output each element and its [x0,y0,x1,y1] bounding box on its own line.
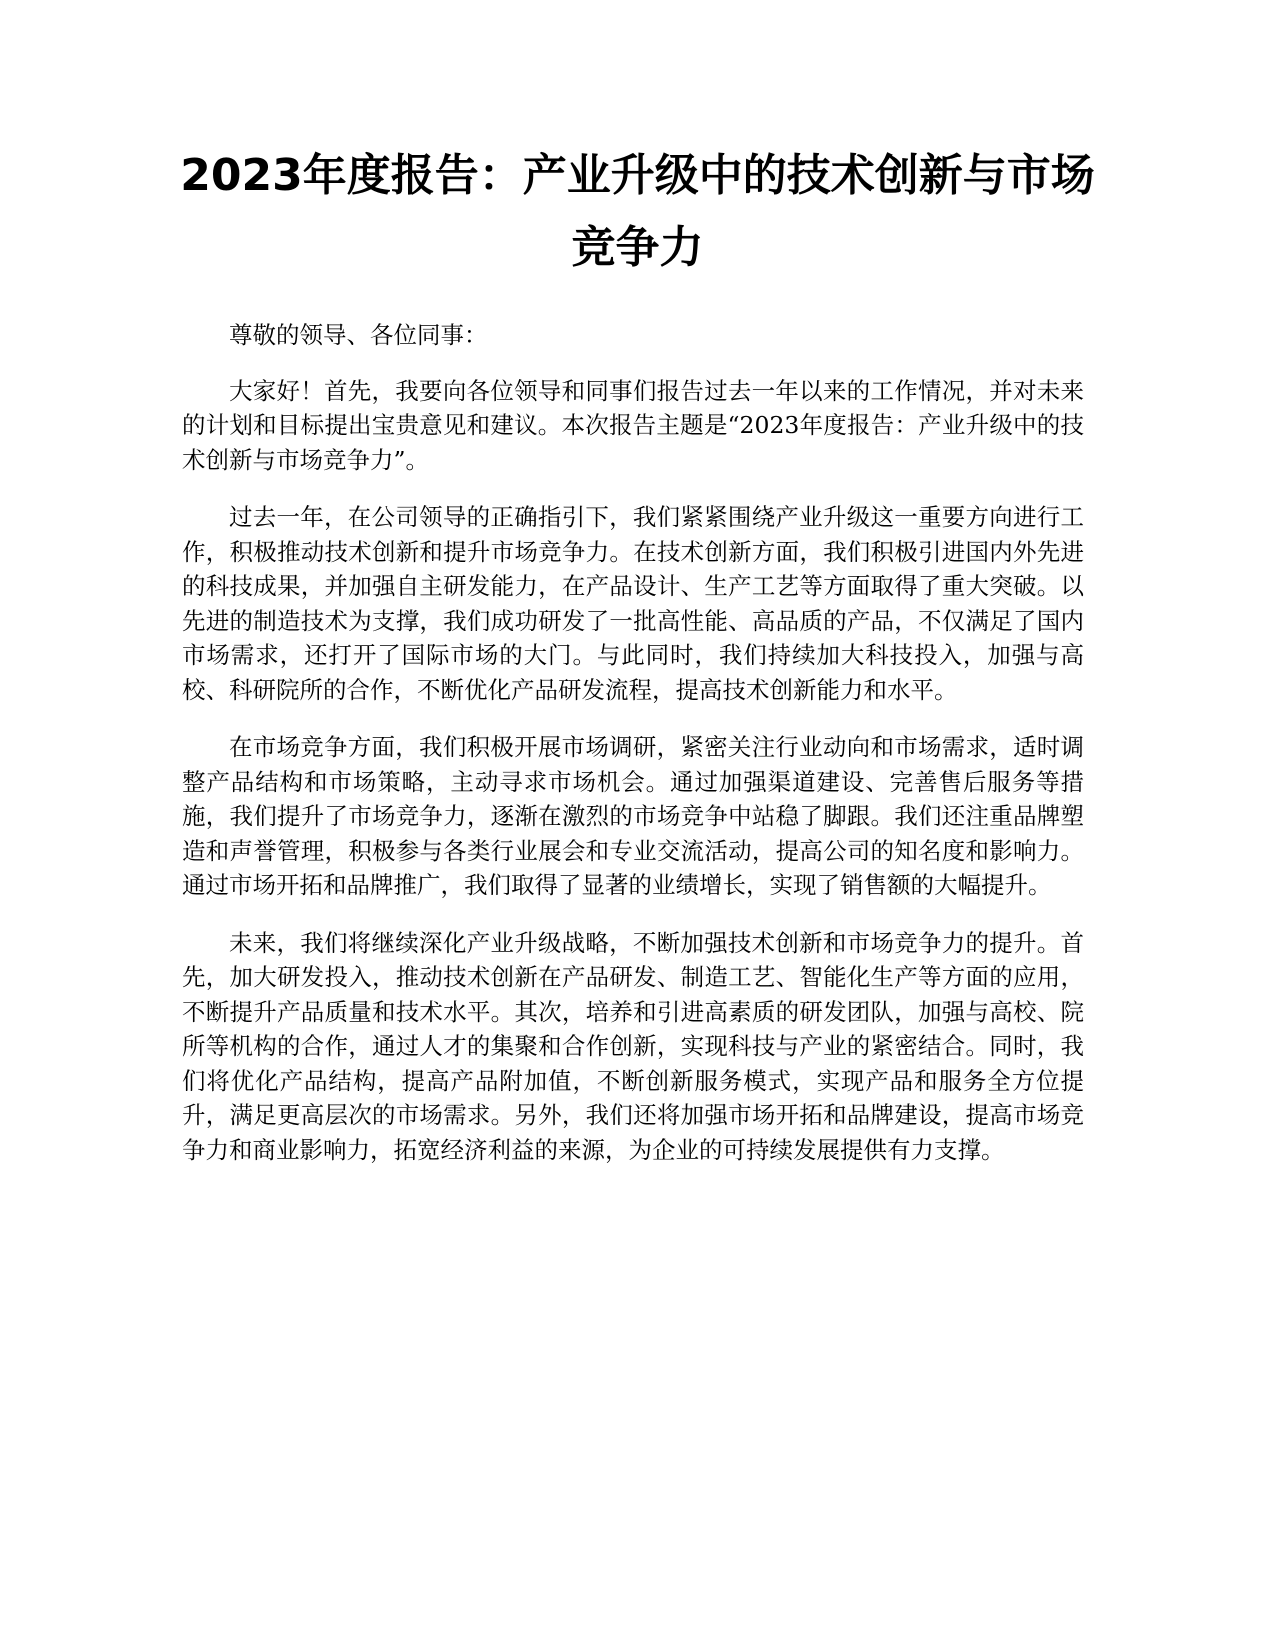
paragraph-market-competition: 在市场竞争方面，我们积极开展市场调研，紧密关注行业动向和市场需求，适时调整产品结构和市场策略，主动寻求市场机会。通过加强渠道建设、完善售后服务等措施，我们提升了市场竞争力，逐渐在激烈的市场竞争中站稳了脚跟。我们还注重品牌塑造和声誉管理，积极参与各类行业展会和专业交流活动，提高公司的知名度和影响力。通过市场开拓和品牌推广，我们取得了显著的业绩增长，实现了销售额的大幅提升。 [182,733,1084,899]
document-body [182,318,1084,1190]
paragraph-future-plan: 未来，我们将继续深化产业升级战略，不断加强技术创新和市场竞争力的提升。首先，加大研发投入，推动技术创新在产品研发、制造工艺、智能化生产等方面的应用，不断提升产品质量和技术水平。其次，培养和引进高素质的研发团队，加强与高校、院所等机构的合作，通过人才的集聚和合作创新，实现科技与产业的紧密结合。同时，我们将优化产品结构，提高产品附加值，不断创新服务模式，实现产品和服务全方位提升，满足更高层次的市场需求。另外，我们还将加强市场开拓和品牌建设，提高市场竞争力和商业影响力，拓宽经济利益的来源，为企业的可持续发展提供有力支撑。 [182,928,1084,1164]
salutation: 尊敬的领导、各位同事： [229,321,488,349]
paragraph-technology-innovation: 过去一年，在公司领导的正确指引下，我们紧紧围绕产业升级这一重要方向进行工作，积极推动技术创新和提升市场竞争力。在技术创新方面，我们积极引进国内外先进的科技成果，并加强自主研发能力，在产品设计、生产工艺等方面取得了重大突破。以先进的制造技术为支撑，我们成功研发了一批高性能、高品质的产品，不仅满足了国内市场需求，还打开了国际市场的大门。与此同时，我们持续加大科技投入，加强与高校、科研院所的合作，不断优化产品研发流程，提高技术创新能力和水平。 [182,503,1084,704]
document-title: 2023年度报告：产业升级中的技术创新与市场竞争力 [180,150,1095,273]
paragraph-intro: 大家好！首先，我要向各位领导和同事们报告过去一年以来的工作情况，并对未来的计划和目标提出宝贵意见和建议。本次报告主题是“2023年度报告：产业升级中的技术创新与市场竞争力”。 [182,376,1084,474]
